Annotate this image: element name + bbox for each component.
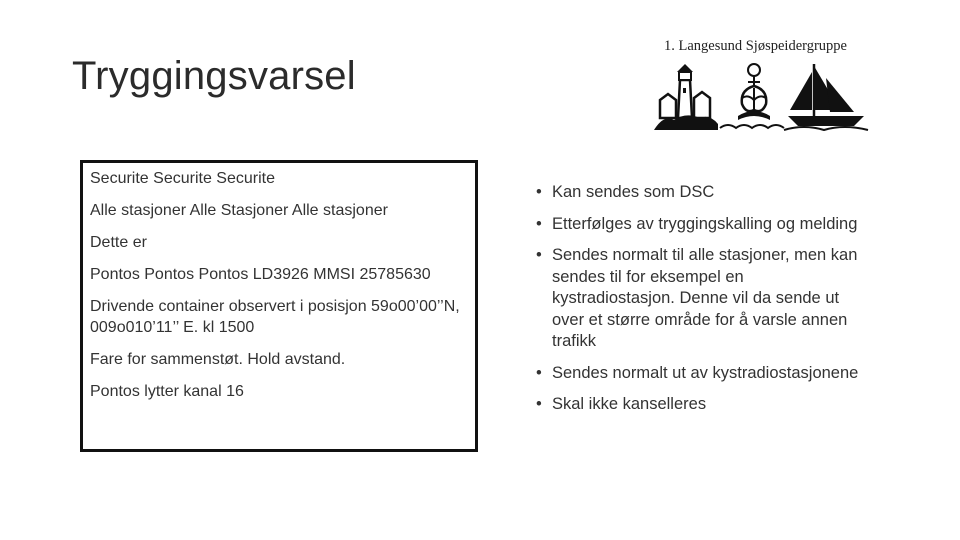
message-line-channel: Pontos lytter kanal 16 <box>90 383 244 400</box>
bullet-item <box>536 394 866 416</box>
message-line-recipients: Alle stasjoner Alle Stasjoner Alle stasjoner <box>90 202 388 219</box>
bullet-list <box>536 182 866 426</box>
message-line-observation: Drivende container observert i posisjon 59o00’00’’N, 009o010’11’’ E. kl 1500 <box>90 298 460 336</box>
bullet-text: Sendes normalt ut av kystradiostasjonene <box>552 363 859 382</box>
logo <box>654 36 874 136</box>
bullet-item <box>536 182 866 204</box>
bullet-marker: • <box>536 363 542 382</box>
bullet-marker: • <box>536 395 542 413</box>
bullet-text: Sendes normalt til alle stasjoner, men kan sendes til for eksempel en kystradiostasjon. Denne vil da sende ut over et større område for å varsle annen trafikk <box>552 246 858 350</box>
safety-message-box <box>80 160 478 452</box>
bullet-item <box>536 245 866 353</box>
bullet-item <box>536 363 866 385</box>
bullet-marker: • <box>536 214 542 233</box>
message-line-this-is: Dette er <box>90 234 147 251</box>
bullet-text: Kan sendes som DSC <box>552 183 715 201</box>
bullet-marker: • <box>536 246 542 264</box>
message-line-warning: Fare for sammenstøt. Hold avstand. <box>90 351 346 368</box>
message-line-securite: Securite Securite Securite <box>90 170 275 187</box>
sea-scout-emblem-icon <box>654 58 874 134</box>
message-line-sender: Pontos Pontos Pontos LD3926 MMSI 25785630 <box>90 266 431 283</box>
bullet-marker: • <box>536 183 542 201</box>
bullet-item <box>536 214 866 236</box>
logo-text: 1. Langesund Sjøspeidergruppe <box>664 38 847 54</box>
bullet-text: Skal ikke kanselleres <box>552 395 707 413</box>
slide-title: Tryggingsvarsel <box>72 54 356 98</box>
bullet-text: Etterfølges av tryggingskalling og melding <box>552 214 858 233</box>
